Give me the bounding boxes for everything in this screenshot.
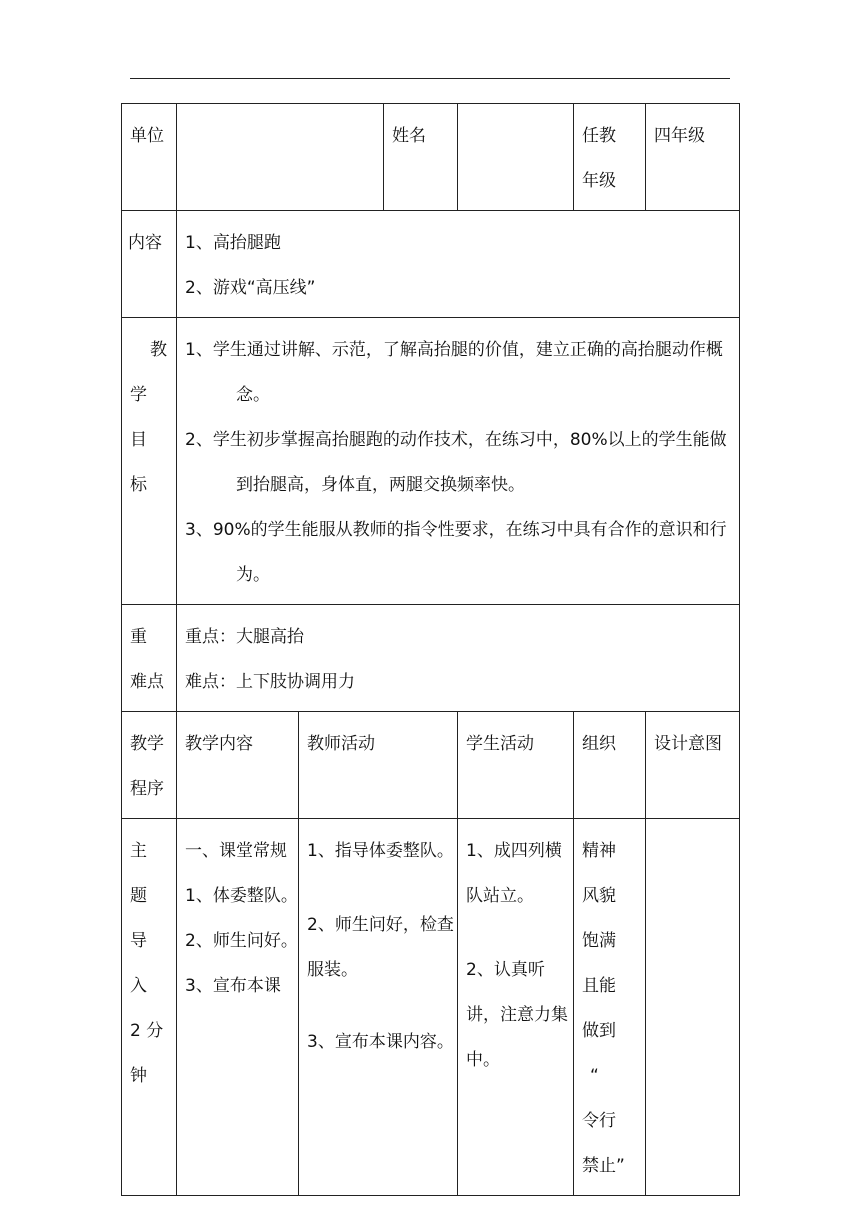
section1-organization: [574, 819, 646, 1196]
goals-label: [122, 318, 177, 605]
section1-row: [122, 819, 740, 1196]
organization-line: 且能: [582, 976, 616, 996]
organization-line: 令行: [582, 1111, 616, 1131]
stage-char: 导: [130, 931, 147, 951]
goals-label-char: 学: [130, 385, 147, 405]
stage-char: 2 分: [130, 1021, 164, 1041]
stage-char: 入: [130, 976, 147, 996]
content-line: 2、师生问好。: [185, 931, 298, 951]
content-line: 一、课堂常规: [185, 841, 287, 861]
goals-label-char: 标: [130, 475, 147, 495]
lesson-plan-table: [121, 103, 740, 1196]
grade-label-line1: 任教: [582, 126, 616, 146]
section1-design: [646, 819, 740, 1196]
organization-line: 做到: [582, 1021, 616, 1041]
spacer: [307, 874, 457, 903]
unit-value: [177, 104, 384, 211]
content-items: [177, 211, 740, 318]
name-value: [458, 104, 574, 211]
goals-label-char: 教: [150, 340, 167, 360]
organization-line: 风貌: [582, 886, 616, 906]
header-program: 教学程序: [122, 712, 177, 819]
keypoints-label-line1: 重: [130, 627, 147, 647]
keypoints-items: [177, 605, 740, 712]
content-item: 2、游戏“高压线”: [185, 278, 316, 298]
content-line: 3、宣布本课: [185, 976, 281, 996]
goal-item: 2、学生初步掌握高抬腿跑的动作技术，在练习中，80%以上的学生能做到抬腿高，身体直，两腿交换频率快。: [185, 430, 727, 495]
teacher-item: 2、师生问好，检查服装。: [307, 915, 454, 980]
section1-student: [458, 819, 574, 1196]
organization-line: “: [590, 1066, 599, 1086]
goal-item: 3、90%的学生能服从教师的指令性要求，在练习中具有合作的意识和行为。: [185, 520, 727, 585]
header-organization: 组织: [574, 712, 646, 819]
goals-row: [122, 318, 740, 605]
difficulty-point: 难点：上下肢协调用力: [185, 672, 355, 692]
student-item: 1、成四列横队站立。: [466, 841, 562, 906]
organization-line: 禁止”: [582, 1156, 625, 1176]
teacher-item: 3、宣布本课内容。: [307, 1032, 454, 1052]
stage-char: 题: [130, 886, 147, 906]
content-label: 内容: [122, 211, 177, 318]
lesson-plan-document: [121, 103, 739, 1196]
procedure-header-row: [122, 712, 740, 819]
unit-label: 单位: [122, 104, 177, 211]
stage-char: 钟: [130, 1066, 147, 1086]
content-row: [122, 211, 740, 318]
info-row: [122, 104, 740, 211]
goals-label-char: 目: [130, 430, 147, 450]
header-content: 教学内容: [177, 712, 299, 819]
section1-content: [177, 819, 299, 1196]
content-item: 1、高抬腿跑: [185, 233, 281, 253]
goal-item: 1、学生通过讲解、示范，了解高抬腿的价值，建立正确的高抬腿动作概念。: [185, 340, 723, 405]
header-design: 设计意图: [646, 712, 740, 819]
keypoints-label-line2: 难点: [130, 672, 164, 692]
keypoints-label: [122, 605, 177, 712]
section1-teacher: [299, 819, 458, 1196]
stage-char: 主: [130, 841, 147, 861]
keypoints-row: [122, 605, 740, 712]
organization-line: 饱满: [582, 931, 616, 951]
focus-point: 重点：大腿高抬: [185, 627, 304, 647]
section1-stage: [122, 819, 177, 1196]
teacher-item: 1、指导体委整队。: [307, 841, 454, 861]
grade-label: [574, 104, 646, 211]
organization-line: 精神: [582, 841, 616, 861]
spacer: [466, 919, 573, 948]
goals-items: [177, 318, 740, 605]
header-rule: [130, 78, 730, 79]
name-label: 姓名: [384, 104, 458, 211]
header-student: 学生活动: [458, 712, 574, 819]
header-teacher: 教师活动: [299, 712, 458, 819]
grade-value: 四年级: [646, 104, 740, 211]
grade-label-line2: 年级: [582, 171, 616, 191]
spacer: [307, 993, 457, 1020]
content-line: 1、体委整队。: [185, 886, 298, 906]
student-item: 2、认真听讲，注意力集中。: [466, 960, 568, 1070]
